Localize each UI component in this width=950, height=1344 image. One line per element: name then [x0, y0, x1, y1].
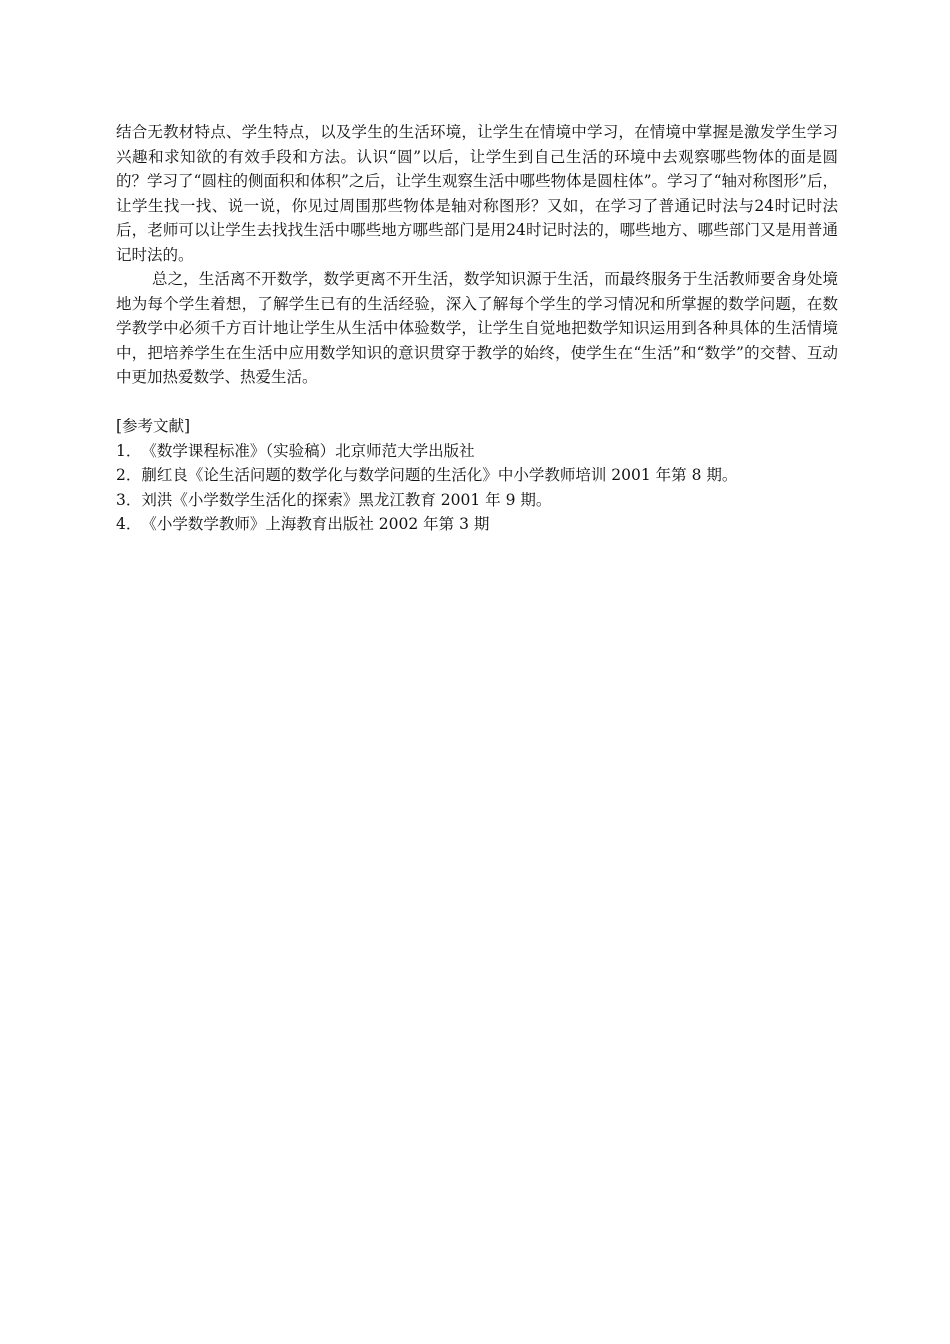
reference-item	[116, 512, 838, 537]
body-paragraph-1: 结合无教材特点、学生特点，以及学生的生活环境，让学生在情境中学习，在情境中掌握是激发学生学习兴趣和求知欲的有效手段和方法。认识“圆”以后，让学生到自己生活的环境中去观察哪些物体的面是圆的？学习了“圆柱的侧面积和体积”之后，让学生观察生活中哪些物体是圆柱体”。学习了“轴对称图形”后，让学生找一找、说一说，你见过周围那些物体是轴对称图形？又如，在学习了普通记时法与24时记时法后，老师可以让学生去找找生活中哪些地方哪些部门是用24时记时法的，哪些地方、哪些部门又是用普通记时法的。	[116, 123, 838, 264]
document-body	[116, 120, 838, 537]
reference-number: 4．	[116, 515, 142, 533]
reference-number: 1．	[116, 441, 142, 460]
reference-text: 刘洪《小学数学生活化的探索》黑龙江教育 2001 年 9 期。	[141, 490, 552, 509]
reference-item	[116, 463, 838, 488]
references-list	[116, 439, 838, 537]
reference-number: 2．	[116, 466, 142, 484]
reference-number: 3．	[116, 490, 142, 509]
reference-item	[116, 439, 838, 464]
body-paragraph-2: 总之，生活离不开数学，数学更离不开生活，数学知识源于生活，而最终服务于生活教师要舍身处境地为每个学生着想，了解学生已有的生活经验，深入了解每个学生的学习情况和所掌握的数学问题，在数学教学中必须千方百计地让学生从生活中体验数学，让学生自觉地把数学知识运用到各种具体的生活情境中，把培养学生在生活中应用数学知识的意识贯穿于教学的始终，使学生在“生活”和“数学”的交替、互动中更加热爱数学、热爱生活。	[116, 270, 838, 386]
reference-text: 《数学课程标准》（实验稿）北京师范大学出版社	[141, 441, 475, 460]
reference-text: 《小学数学教师》上海教育出版社 2002 年第 3 期	[141, 515, 490, 533]
reference-text: 蒯红良《论生活问题的数学化与数学问题的生活化》中小学教师培训 2001 年第 8 期。	[141, 466, 738, 484]
reference-item	[116, 488, 838, 513]
references-heading: [参考文献]	[116, 417, 191, 435]
